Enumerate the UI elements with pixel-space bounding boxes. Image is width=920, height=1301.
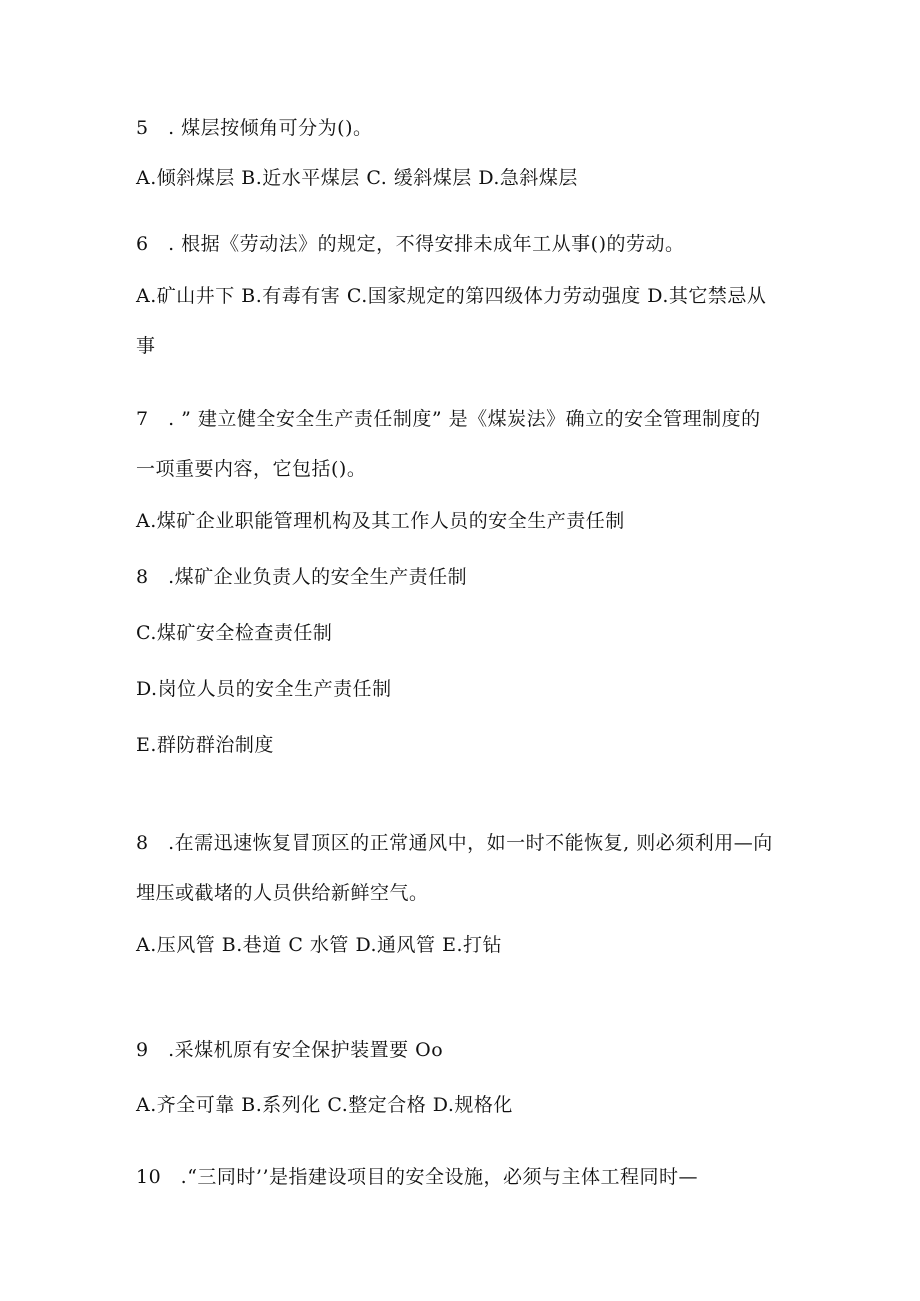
question-8-stem: 8 .在需迅速恢复冒顶区的正常通风中，如一时不能恢复, 则必须利用—向 [136, 832, 773, 854]
question-5-options: A.倾斜煤层 B.近水平煤层 C. 缓斜煤层 D.急斜煤层 [136, 167, 578, 189]
question-7-option-a: A.煤矿企业职能管理机构及其工作人员的安全生产责任制 [136, 510, 625, 532]
question-6-stem: 6 . 根据《劳动法》的规定，不得安排未成年工从事()的劳动。 [136, 233, 685, 255]
question-10-stem: 10 .“三同时’’是指建设项目的安全设施，必须与主体工程同时— [136, 1166, 699, 1188]
question-7-stem-continued: 一项重要内容，它包括()。 [136, 458, 367, 480]
question-5-stem: 5 . 煤层按倾角可分为()。 [136, 117, 373, 139]
question-7-option-e: E.群防群治制度 [136, 734, 274, 756]
question-7-stem: 7 . ” 建立健全安全生产责任制度” 是《煤炭法》确立的安全管理制度的 [136, 408, 761, 430]
question-9-options: A.齐全可靠 B.系列化 C.整定合格 D.规格化 [136, 1094, 513, 1116]
question-6-options-continued: 事 [136, 335, 156, 357]
question-6-options: A.矿山井下 B.有毒有害 C.国家规定的第四级体力劳动强度 D.其它禁忌从 [136, 285, 767, 307]
question-8-stem-continued: 埋压或截堵的人员供给新鲜空气。 [136, 882, 429, 904]
question-7-option-c: C.煤矿安全检查责任制 [136, 622, 333, 644]
question-7-option-b: 8 .煤矿企业负责人的安全生产责任制 [136, 566, 468, 588]
question-8-options: A.压风管 B.巷道 C 水管 D.通风管 E.打钻 [136, 934, 503, 956]
question-9-stem: 9 .采煤机原有安全保护装置要 Oo [136, 1039, 444, 1061]
question-7-option-d: D.岗位人员的安全生产责任制 [136, 678, 392, 700]
